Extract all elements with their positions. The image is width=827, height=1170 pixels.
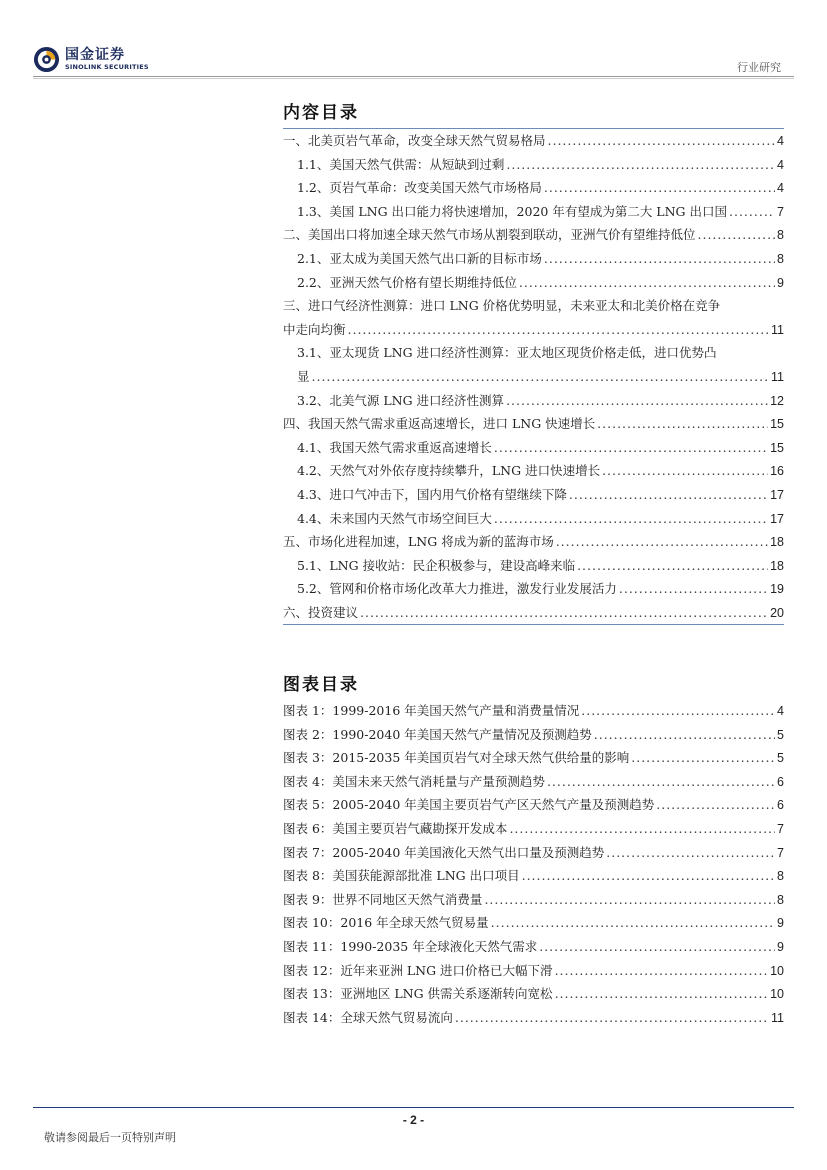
entry-page-number: 11 bbox=[771, 322, 784, 337]
toc-entry[interactable] bbox=[283, 389, 784, 413]
header-divider bbox=[33, 76, 794, 77]
toc-entry[interactable] bbox=[283, 223, 784, 247]
dot-leader bbox=[577, 554, 768, 578]
toc-title: 内容目录 bbox=[283, 103, 359, 123]
dot-leader bbox=[569, 483, 768, 507]
entry-text: 图表 8：美国获能源部批准 LNG 出口项目 bbox=[283, 868, 520, 884]
entry-text: 图表 10：2016 年全球天然气贸易量 bbox=[283, 915, 489, 931]
figure-entry[interactable] bbox=[283, 911, 784, 935]
report-type: 行业研究 bbox=[737, 61, 781, 74]
dot-leader bbox=[519, 271, 775, 295]
entry-page-number: 15 bbox=[770, 440, 784, 455]
entry-page-number: 9 bbox=[777, 916, 784, 931]
entry-text: 图表 5：2005-2040 年美国主要页岩气产区天然气产量及预测趋势 bbox=[283, 797, 655, 813]
entry-text: 图表 3：2015-2035 年美国页岩气对全球天然气供给量的影响 bbox=[283, 750, 630, 766]
logo-chinese-name: 国金证券 bbox=[65, 47, 125, 64]
entry-page-number: 10 bbox=[770, 963, 784, 978]
toc-entry[interactable] bbox=[283, 247, 784, 271]
toc-entry[interactable] bbox=[283, 412, 784, 436]
entry-text: 二、美国出口将加速全球天然气市场从割裂到联动，亚洲气价有望维持低位 bbox=[283, 227, 696, 243]
dot-leader bbox=[360, 601, 768, 625]
figure-entry[interactable] bbox=[283, 746, 784, 770]
toc-entry[interactable] bbox=[283, 507, 784, 531]
figures-title: 图表目录 bbox=[283, 675, 359, 695]
entry-text: 3.1、亚太现货 LNG 进口经济性测算：亚太地区现货价格走低，进口优势凸 bbox=[297, 345, 717, 361]
entry-text: 4.1、我国天然气需求重返高速增长 bbox=[297, 439, 492, 455]
toc-entry[interactable] bbox=[283, 200, 784, 224]
toc-entry[interactable] bbox=[283, 577, 784, 601]
dot-leader bbox=[631, 746, 775, 770]
page-number: - 2 - bbox=[402, 1113, 425, 1127]
figure-entry[interactable] bbox=[283, 959, 784, 983]
entry-page-number: 6 bbox=[777, 774, 784, 789]
entry-text: 图表 2：1990-2040 年美国天然气产量情况及预测趋势 bbox=[283, 726, 592, 742]
footer-divider bbox=[33, 1107, 794, 1108]
figure-entry[interactable] bbox=[283, 793, 784, 817]
entry-page-number: 8 bbox=[777, 892, 784, 907]
entry-page-number: 4 bbox=[777, 134, 784, 148]
entry-text: 3.2、北美气源 LNG 进口经济性测算 bbox=[297, 392, 505, 408]
entry-page-number: 15 bbox=[770, 417, 784, 432]
toc-entry[interactable] bbox=[283, 601, 784, 625]
entry-page-number: 8 bbox=[777, 228, 784, 243]
entry-page-number: 8 bbox=[777, 251, 784, 266]
dot-leader bbox=[544, 247, 775, 271]
dot-leader bbox=[522, 864, 775, 888]
entry-page-number: 7 bbox=[777, 845, 784, 860]
dot-leader bbox=[539, 935, 775, 959]
entry-text: 4.4、未来国内天然气市场空间巨大 bbox=[297, 510, 492, 526]
dot-leader bbox=[606, 841, 775, 865]
entry-page-number: 11 bbox=[771, 1010, 784, 1025]
dot-leader bbox=[509, 817, 775, 841]
toc-entry[interactable] bbox=[283, 153, 784, 177]
dot-leader bbox=[548, 129, 776, 153]
dot-leader bbox=[581, 699, 775, 723]
entry-text: 一、北美页岩气革命，改变全球天然气贸易格局 bbox=[283, 133, 546, 148]
dot-leader bbox=[484, 888, 775, 912]
dot-leader bbox=[544, 176, 775, 200]
figure-entry[interactable] bbox=[283, 699, 784, 723]
entry-page-number: 20 bbox=[770, 605, 784, 620]
entry-text: 图表 1：1999-2016 年美国天然气产量和消费量情况 bbox=[283, 703, 580, 718]
entry-text: 五、市场化进程加速，LNG 将成为新的蓝海市场 bbox=[283, 534, 554, 550]
entry-page-number: 17 bbox=[770, 511, 784, 526]
entry-page-number: 4 bbox=[777, 157, 784, 172]
entry-page-number: 9 bbox=[777, 275, 784, 290]
entry-page-number: 4 bbox=[777, 181, 784, 196]
entry-text: 图表 11：1990-2035 年全球液化天然气需求 bbox=[283, 938, 538, 954]
entry-text: 图表 6：美国主要页岩气藏勘探开发成本 bbox=[283, 820, 508, 836]
entry-page-number: 17 bbox=[770, 487, 784, 502]
toc-entry[interactable] bbox=[283, 530, 784, 554]
dot-leader bbox=[602, 459, 768, 483]
entry-text: 图表 7：2005-2040 年美国液化天然气出口量及预测趋势 bbox=[283, 844, 605, 860]
dot-leader bbox=[312, 365, 770, 389]
entry-text: 图表 4：美国未来天然气消耗量与产量预测趋势 bbox=[283, 773, 545, 789]
dot-leader bbox=[656, 793, 775, 817]
figure-entry[interactable] bbox=[283, 1006, 784, 1030]
dot-leader bbox=[547, 770, 775, 794]
entry-text: 5.1、LNG 接收站：民企积极参与，建设高峰来临 bbox=[297, 557, 576, 573]
entry-text: 图表 13：亚洲地区 LNG 供需关系逐渐转向宽松 bbox=[283, 986, 553, 1002]
toc-entry[interactable] bbox=[283, 459, 784, 483]
company-logo bbox=[33, 46, 149, 73]
dot-leader bbox=[555, 982, 769, 1006]
dot-leader bbox=[494, 436, 768, 460]
entry-text: 图表 9：世界不同地区天然气消费量 bbox=[283, 891, 483, 907]
dot-leader bbox=[455, 1006, 769, 1030]
entry-text: 1.1、美国天然气供需：从短缺到过剩 bbox=[297, 156, 505, 172]
entry-text: 图表 12：近年来亚洲 LNG 进口价格已大幅下滑 bbox=[283, 962, 553, 978]
dot-leader bbox=[594, 723, 775, 747]
entry-page-number: 10 bbox=[770, 987, 784, 1002]
toc-entry[interactable] bbox=[283, 341, 784, 388]
figure-entry[interactable] bbox=[283, 770, 784, 794]
figure-entry[interactable] bbox=[283, 888, 784, 912]
entry-text: 图表 14：全球天然气贸易流向 bbox=[283, 1009, 453, 1025]
figure-entry[interactable] bbox=[283, 935, 784, 959]
entry-page-number: 11 bbox=[771, 369, 784, 384]
entry-text: 六、投资建议 bbox=[283, 604, 359, 620]
dot-leader bbox=[729, 200, 775, 224]
toc-entry[interactable] bbox=[283, 176, 784, 200]
toc-bottom-rule bbox=[283, 624, 784, 625]
figure-entry[interactable] bbox=[283, 841, 784, 865]
entry-page-number: 7 bbox=[777, 821, 784, 836]
entry-page-number: 5 bbox=[777, 727, 784, 742]
logo-english-name: SINOLINK SECURITIES bbox=[65, 63, 149, 72]
entry-page-number: 16 bbox=[770, 464, 784, 479]
dot-leader bbox=[506, 153, 775, 177]
dot-leader bbox=[619, 577, 768, 601]
header-divider-secondary bbox=[33, 78, 794, 79]
dot-leader bbox=[698, 223, 776, 247]
entry-page-number: 7 bbox=[777, 204, 784, 219]
entry-text: 三、进口气经济性测算：进口 LNG 价格优势明显，未来亚太和北美价格在竞争 bbox=[283, 298, 721, 314]
figure-entry[interactable] bbox=[283, 982, 784, 1006]
toc-entry[interactable] bbox=[283, 294, 784, 341]
figure-entry[interactable] bbox=[283, 817, 784, 841]
entry-text: 4.3、进口气冲击下，国内用气价格有望继续下降 bbox=[297, 486, 567, 502]
entry-page-number: 19 bbox=[770, 582, 784, 597]
dot-leader bbox=[494, 507, 768, 531]
toc-list bbox=[283, 128, 784, 625]
entry-page-number: 12 bbox=[770, 393, 784, 408]
toc-entry[interactable] bbox=[283, 129, 784, 153]
toc-entry[interactable] bbox=[283, 436, 784, 460]
figure-entry[interactable] bbox=[283, 723, 784, 747]
entry-page-number: 5 bbox=[777, 751, 784, 766]
toc-entry[interactable] bbox=[283, 554, 784, 578]
entry-page-number: 8 bbox=[777, 869, 784, 884]
dot-leader bbox=[491, 911, 775, 935]
figure-entry[interactable] bbox=[283, 864, 784, 888]
entry-page-number: 18 bbox=[770, 535, 784, 550]
entry-text: 4.2、天然气对外依存度持续攀升，LNG 进口快速增长 bbox=[297, 463, 601, 479]
entry-text-continued: 显 bbox=[297, 368, 310, 384]
dot-leader bbox=[556, 530, 768, 554]
sinolink-logo-icon bbox=[33, 46, 60, 73]
entry-page-number: 18 bbox=[770, 558, 784, 573]
dot-leader bbox=[555, 959, 769, 983]
entry-page-number: 9 bbox=[777, 939, 784, 954]
dot-leader bbox=[348, 318, 770, 342]
figures-list bbox=[283, 699, 784, 1029]
entry-page-number: 4 bbox=[777, 704, 784, 718]
page-header bbox=[0, 0, 827, 80]
entry-text: 1.3、美国 LNG 出口能力将快速增加，2020 年有望成为第二大 LNG 出口国 bbox=[297, 203, 728, 219]
entry-text: 5.2、管网和价格市场化改革大力推进，激发行业发展活力 bbox=[297, 581, 617, 597]
entry-text: 2.1、亚太成为美国天然气出口新的目标市场 bbox=[297, 250, 542, 266]
entry-text: 1.2、页岩气革命：改变美国天然气市场格局 bbox=[297, 180, 542, 196]
disclaimer-note: 敬请参阅最后一页特别声明 bbox=[44, 1131, 176, 1144]
dot-leader bbox=[506, 389, 768, 413]
entry-page-number: 6 bbox=[777, 798, 784, 813]
entry-text-continued: 中走向均衡 bbox=[283, 321, 346, 337]
dot-leader bbox=[597, 412, 768, 436]
toc-entry[interactable] bbox=[283, 483, 784, 507]
toc-entry[interactable] bbox=[283, 271, 784, 295]
entry-text: 2.2、亚洲天然气价格有望长期维持低位 bbox=[297, 274, 517, 290]
entry-text: 四、我国天然气需求重返高速增长，进口 LNG 快速增长 bbox=[283, 416, 596, 432]
